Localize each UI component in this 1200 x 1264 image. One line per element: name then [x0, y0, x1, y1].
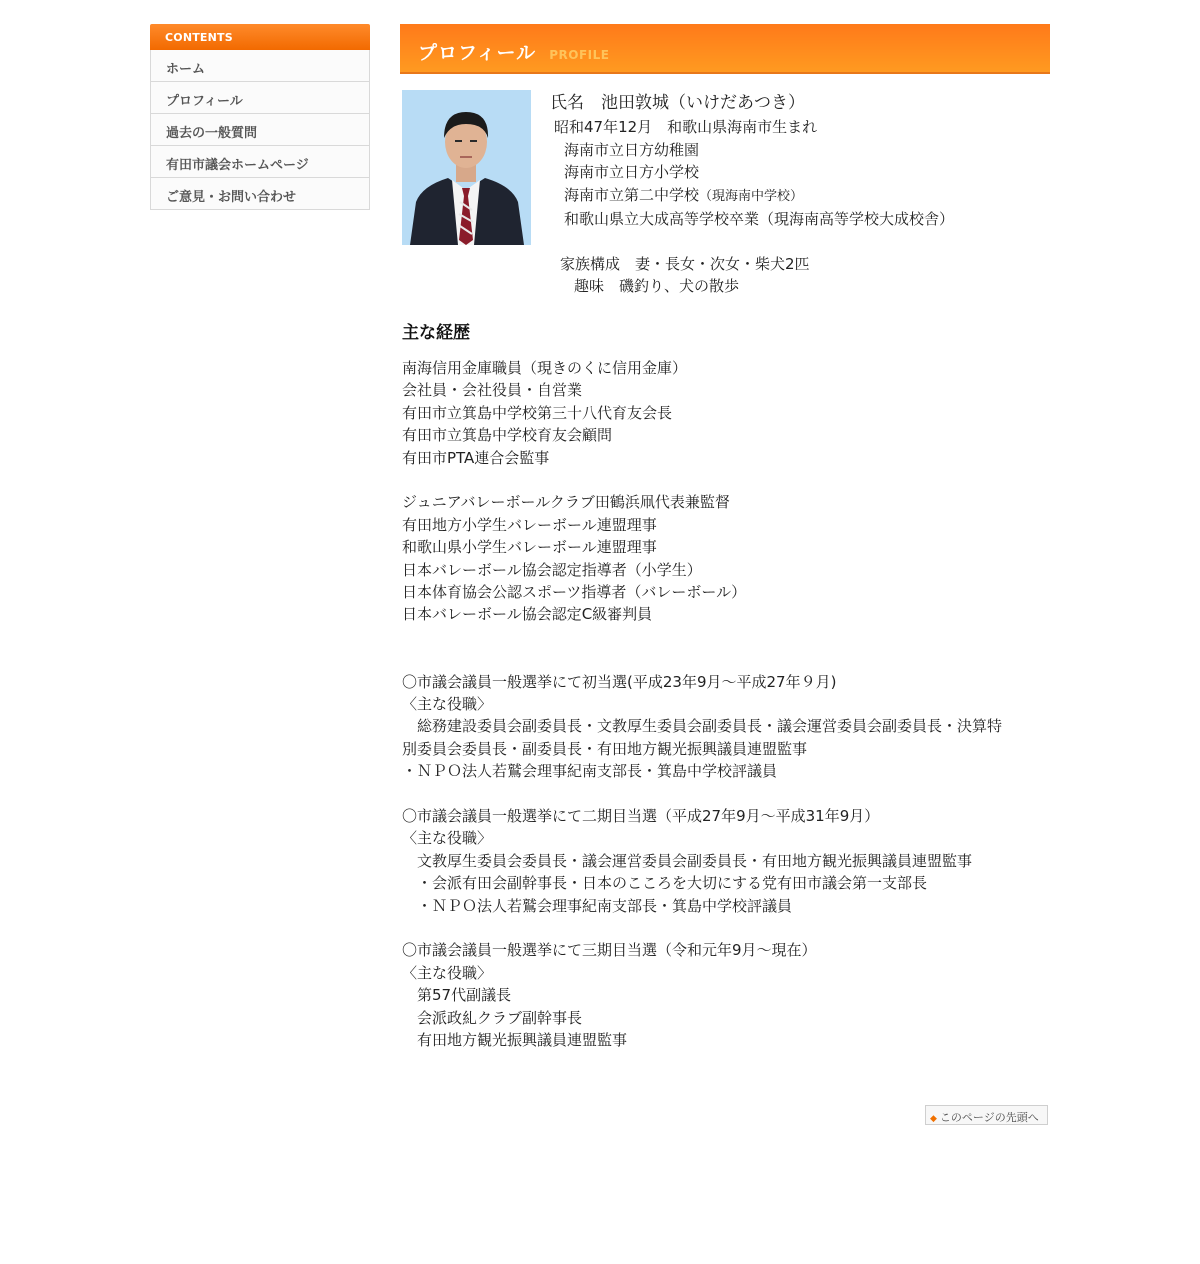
- career-line: 有田市PTA連合会監事: [402, 448, 550, 467]
- sidebar: [150, 24, 370, 210]
- sidebar-heading: CONTENTS: [150, 24, 370, 50]
- career-line: 日本バレーボール協会認定指導者（小学生）: [402, 560, 702, 579]
- main-content: [400, 24, 1050, 1050]
- sidebar-item-profile[interactable]: プロフィール: [151, 82, 369, 114]
- profile-photo: [402, 90, 531, 245]
- profile-education-junior-high: [550, 184, 1050, 209]
- career-line: 〈主な役職〉: [402, 963, 493, 982]
- career-line: 会社員・会社役員・自営業: [402, 381, 583, 400]
- career-line: 日本バレーボール協会認定C級審判員: [402, 605, 653, 624]
- page-subtitle: PROFILE: [549, 48, 610, 62]
- career-line: 会派政糺クラブ副幹事長: [402, 1008, 583, 1027]
- career-spacer: [402, 783, 1050, 805]
- career-line: 〈主な役職〉: [402, 829, 493, 848]
- page-title: プロフィール: [418, 42, 537, 64]
- career-line: 和歌山県小学生バレーボール連盟理事: [402, 538, 657, 557]
- back-to-top-label: このページの先頭へ: [939, 1111, 1039, 1124]
- career-line: 〇市議会議員一般選挙にて初当選(平成23年9月～平成27年９月): [402, 672, 837, 691]
- profile-education-elementary: 海南市立日方小学校: [564, 163, 700, 181]
- career-spacer: [402, 626, 1050, 648]
- sidebar-item-contact[interactable]: ご意見・お問い合わせ: [151, 178, 369, 210]
- career-heading: 主な経歴: [402, 323, 470, 343]
- profile-birth: 昭和47年12月 和歌山県海南市生まれ: [554, 118, 818, 136]
- career-list: [402, 357, 1050, 1052]
- career-line: 総務建設委員会副委員長・文教厚生委員会副委員長・議会運営委員会副委員長・決算特: [402, 717, 1003, 736]
- profile-education-kindergarten: 海南市立日方幼稚園: [564, 140, 700, 159]
- sidebar-item-council-homepage[interactable]: 有田市議会ホームページ: [151, 146, 369, 178]
- career-line: 文教厚生委員会委員長・議会運営委員会副委員長・有田地方観光振興議員連盟監事: [402, 851, 973, 870]
- career-line: 有田地方小学生バレーボール連盟理事: [402, 515, 657, 534]
- career-spacer: [402, 917, 1050, 939]
- sidebar-item-past-questions[interactable]: 過去の一般質問: [151, 114, 369, 146]
- sidebar-item-home[interactable]: ホーム: [151, 50, 369, 82]
- career-line: ・ＮＰＯ法人若鷲会理事紀南支部長・箕島中学校評議員: [402, 896, 793, 915]
- profile-family: 家族構成 妻・長女・次女・柴犬2匹: [560, 254, 810, 273]
- career-line: 有田市立箕島中学校第三十八代育友会長: [402, 403, 673, 422]
- career-line: 有田市立箕島中学校育友会顧問: [402, 426, 613, 445]
- profile-education-high-school: 和歌山県立大成高等学校卒業（現海南高等学校大成校舎）: [564, 210, 955, 228]
- spacer: [550, 231, 1050, 253]
- profile-education-junior-high-name: 海南市立第二中学校: [564, 185, 700, 204]
- career-line: ・ＮＰＯ法人若鷲会理事紀南支部長・箕島中学校評議員: [402, 762, 778, 781]
- career-line: 有田地方観光振興議員連盟監事: [402, 1031, 628, 1050]
- career-line: 第57代副議長: [402, 986, 512, 1005]
- profile-education-junior-high-note: （現海南中学校）: [699, 188, 804, 204]
- sidebar-menu: [150, 50, 370, 210]
- career-line: 南海信用金庫職員（現きのくに信用金庫）: [402, 359, 688, 377]
- career-line: 〈主な役職〉: [402, 695, 493, 714]
- career-line: ジュニアバレーボールクラブ田鶴浜凧代表兼監督: [402, 493, 730, 512]
- profile-name: 氏名 池田敦城（いけだあつき）: [550, 93, 805, 113]
- profile-hobby: 趣味 磯釣り、犬の散歩: [574, 277, 740, 295]
- career-line: 別委員会委員長・副委員長・有田地方観光振興議員連盟監事: [402, 739, 808, 758]
- career-line: ・会派有田会副幹事長・日本のこころを大切にする党有田市議会第一支部長: [402, 874, 928, 893]
- page-title-bar: [400, 24, 1050, 74]
- career-line: 〇市議会議員一般選挙にて二期目当選（平成27年9月～平成31年9月）: [402, 807, 880, 826]
- career-spacer: [402, 648, 1050, 670]
- back-to-top-button[interactable]: [925, 1105, 1048, 1125]
- profile-info: [550, 90, 1050, 298]
- career-spacer: [402, 469, 1050, 491]
- career-line: 〇市議会議員一般選挙にて三期目当選（令和元年9月～現在）: [402, 941, 817, 960]
- career-line: 日本体育協会公認スポーツ指導者（バレーボール）: [402, 583, 747, 602]
- up-arrow-icon: ◆: [930, 1114, 937, 1124]
